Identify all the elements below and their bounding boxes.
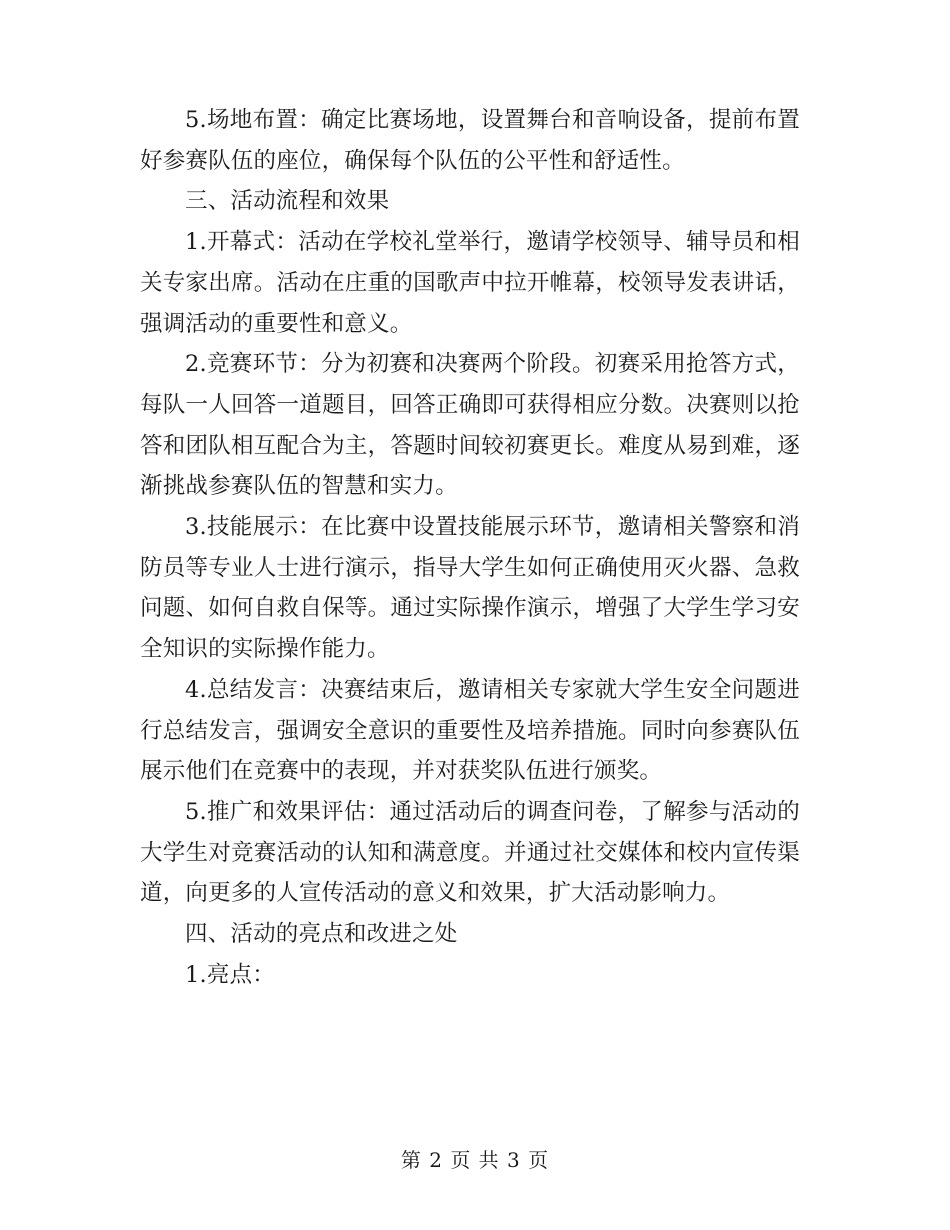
paragraph-opening-ceremony: 1.开幕式：活动在学校礼堂举行，邀请学校领导、辅导员和相关专家出席。活动在庄重的国歌声中拉开帷幕，校领导发表讲话，强调活动的重要性和意义。 xyxy=(140,229,800,337)
paragraph-skills-demo: 3.技能展示：在比赛中设置技能展示环节，邀请相关警察和消防员等专业人士进行演示，指导大学生如何正确使用灭火器、急救问题、如何自救自保等。通过实际操作演示，增强了大学生学习安全知识的实际操作能力。 xyxy=(140,514,800,663)
paragraph-promotion-evaluation: 5.推广和效果评估：通过活动后的调查问卷，了解参与活动的大学生对竞赛活动的认知和满意度。并通过社交媒体和校内宣传渠道，向更多的人宣传活动的意义和效果，扩大活动影响力。 xyxy=(140,798,800,907)
paragraph-highlights: 1.亮点： xyxy=(185,961,275,988)
paragraph-competition-stage: 2.竞赛环节：分为初赛和决赛两个阶段。初赛采用抢答方式，每队一人回答一道题目，回答正确即可获得相应分数。决赛则以抢答和团队相互配合为主，答题时间较初赛更长。难度从易到难，逐渐挑战参赛队伍的智慧和实力。 xyxy=(140,351,800,500)
document-body xyxy=(140,100,800,995)
page-number-footer: 第 2 页 共 3 页 xyxy=(400,1148,550,1172)
section-heading-highlights-improvements: 四、活动的亮点和改进之处 xyxy=(185,921,458,948)
paragraph-summary-speech: 4.总结发言：决赛结束后，邀请相关专家就大学生安全问题进行总结发言，强调安全意识的重要性及培养措施。同时向参赛队伍展示他们在竞赛中的表现，并对获奖队伍进行颁奖。 xyxy=(140,676,800,785)
paragraph-venue-setup: 5.场地布置：确定比赛场地，设置舞台和音响设备，提前布置好参赛队伍的座位，确保每个队伍的公平性和舒适性。 xyxy=(140,107,800,174)
section-heading-process-and-effect: 三、活动流程和效果 xyxy=(185,188,390,215)
